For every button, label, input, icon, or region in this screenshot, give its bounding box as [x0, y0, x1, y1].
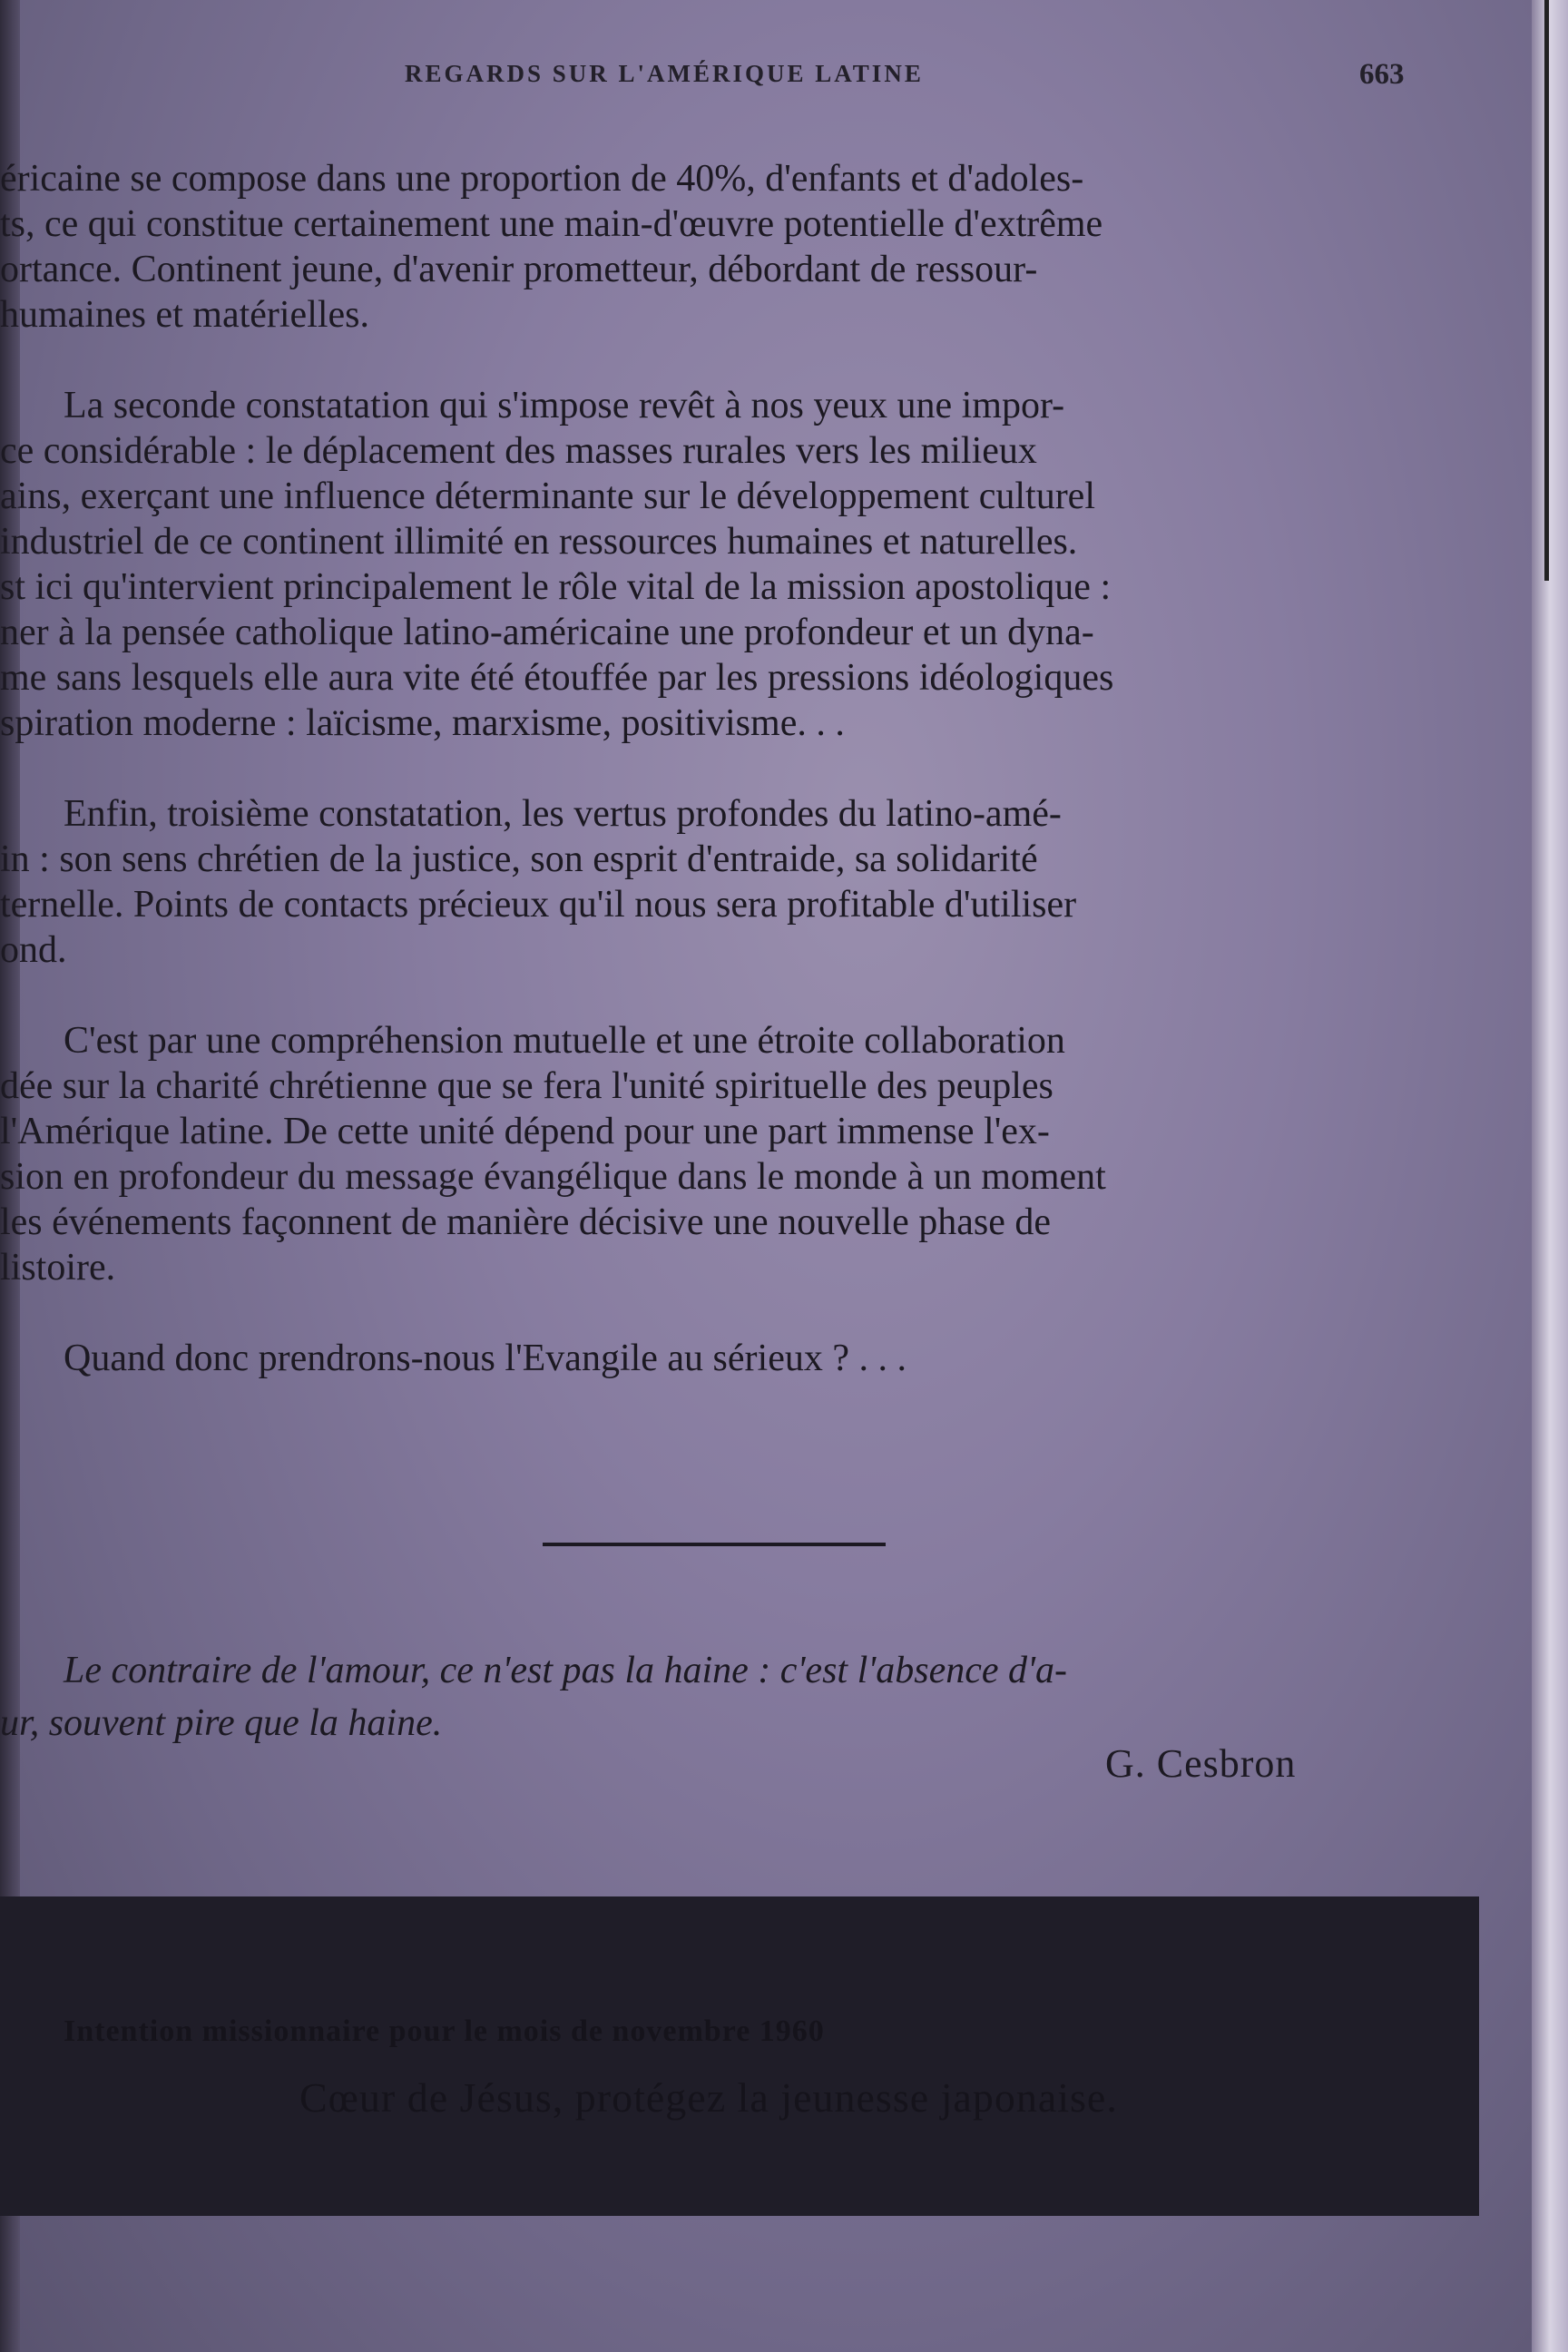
text-line: humaines et matérielles.	[0, 294, 370, 336]
paragraph-4	[0, 1018, 1461, 1290]
running-head	[0, 60, 1543, 96]
text-line: La seconde constatation qui s'impose revêt à nos yeux une impor-	[64, 385, 1065, 426]
text-line: les événements façonnent de manière décisive une nouvelle phase de	[0, 1201, 1052, 1243]
body-text	[0, 156, 1461, 1426]
mission-intention-banner	[0, 1896, 1479, 2216]
text-line: ond.	[0, 929, 67, 971]
text-line: C'est par une compréhension mutuelle et une étroite collaboration	[64, 1020, 1065, 1062]
text-line: ortance. Continent jeune, d'avenir prometteur, débordant de ressour-	[0, 249, 1038, 290]
paragraph-3	[0, 791, 1461, 973]
text-line: ner à la pensée catholique latino-américaine une profondeur et un dyna-	[0, 612, 1094, 653]
text-line: listoire.	[0, 1247, 116, 1289]
banner-title: Intention missionnaire pour le mois de novembre 1960	[64, 2014, 825, 2048]
text-line: industriel de ce continent illimité en ressources humaines et naturelles.	[0, 521, 1078, 563]
banner-prayer: Cœur de Jésus, protégez la jeunesse japonaise.	[299, 2074, 1118, 2121]
text-line: in : son sens chrétien de la justice, son esprit d'entraide, sa solidarité	[0, 838, 1038, 880]
quote-line: Le contraire de l'amour, ce n'est pas la haine : c'est l'absence d'a-	[64, 1650, 1067, 1691]
text-line: ce considérable : le déplacement des masses rurales vers les milieux	[0, 430, 1037, 472]
closing-quote	[0, 1644, 1488, 1749]
text-line: Enfin, troisième constatation, les vertus profondes du latino-amé-	[64, 793, 1062, 835]
paragraph-1	[0, 156, 1461, 338]
text-line: me sans lesquels elle aura vite été étouffée par les pressions idéologiques	[0, 657, 1114, 699]
paragraph-2	[0, 383, 1461, 746]
text-line: spiration moderne : laïcisme, marxisme, positivisme. . .	[0, 702, 845, 744]
text-line: sion en profondeur du message évangélique dans le monde à un moment	[0, 1156, 1106, 1198]
running-title: REGARDS SUR L'AMÉRIQUE LATINE	[405, 60, 924, 87]
text-line: dée sur la charité chrétienne que se fera l'unité spirituelle des peuples	[0, 1065, 1054, 1107]
text-line: Quand donc prendrons-nous l'Evangile au sérieux ? . . .	[64, 1338, 906, 1379]
section-divider	[543, 1543, 886, 1546]
text-line: l'Amérique latine. De cette unité dépend pour une part immense l'ex-	[0, 1111, 1050, 1152]
text-line: ternelle. Points de contacts précieux qu'il nous sera profitable d'utiliser	[0, 884, 1077, 926]
text-line: ts, ce qui constitue certainement une main-d'œuvre potentielle d'extrême	[0, 203, 1103, 245]
paragraph-5	[0, 1336, 1461, 1381]
text-line: ains, exerçant une influence déterminante sur le développement culturel	[0, 475, 1095, 517]
page-number: 663	[1359, 58, 1405, 91]
quote-line: ur, souvent pire que la haine.	[0, 1702, 443, 1744]
page-edge-line	[1544, 0, 1549, 581]
quote-author: G. Cesbron	[1105, 1741, 1297, 1786]
text-line: éricaine se compose dans une proportion de 40%, d'enfants et d'adoles-	[0, 158, 1084, 200]
text-line: st ici qu'intervient principalement le rôle vital de la mission apostolique :	[0, 566, 1112, 608]
